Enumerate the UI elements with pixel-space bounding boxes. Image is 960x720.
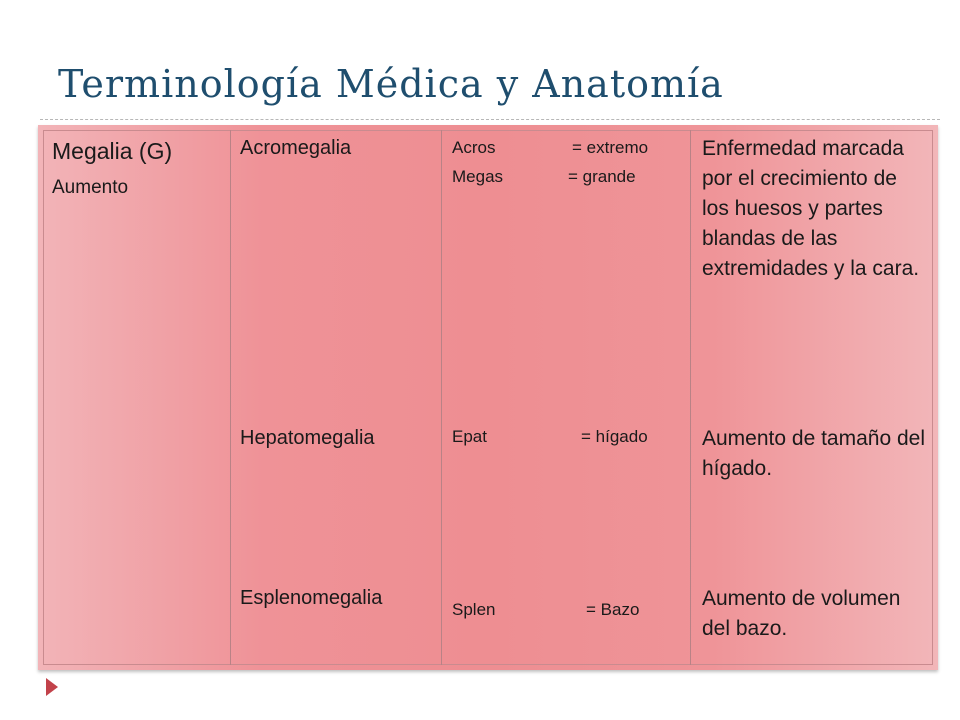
triangle-arrow-icon [46, 678, 58, 696]
definition-acromegalia: Enfermedad marcada por el crecimiento de los huesos y partes blandas de las extremidades y la cara. [702, 137, 920, 280]
etymology-meaning: = extremo [572, 138, 649, 157]
title-divider [40, 119, 940, 120]
definition-esplenomegalia: Aumento de volumen del bazo. [702, 587, 901, 640]
etymology-meaning: = Bazo [586, 600, 640, 619]
slide-title: Terminología Médica y Anatomía [58, 62, 724, 106]
term-hepatomegalia: Hepatomegalia [240, 427, 375, 449]
etymology-root: Acros [452, 138, 496, 157]
root-meaning: Aumento [52, 177, 129, 198]
term-acromegalia: Acromegalia [240, 137, 352, 159]
definition-hepatomegalia: Aumento de tamaño del hígado. [702, 427, 925, 480]
column-divider-3 [690, 130, 691, 665]
etymology-root: Epat [452, 427, 487, 446]
etymology-meaning: = hígado [581, 427, 648, 446]
terminology-table [38, 125, 938, 670]
column-divider-1 [230, 130, 231, 665]
term-esplenomegalia: Esplenomegalia [240, 587, 383, 609]
column-divider-2 [441, 130, 442, 665]
root-term: Megalia (G) [52, 138, 173, 164]
etymology-root: Megas [452, 167, 504, 186]
etymology-root: Splen [452, 600, 496, 619]
etymology-meaning: = grande [568, 167, 636, 186]
